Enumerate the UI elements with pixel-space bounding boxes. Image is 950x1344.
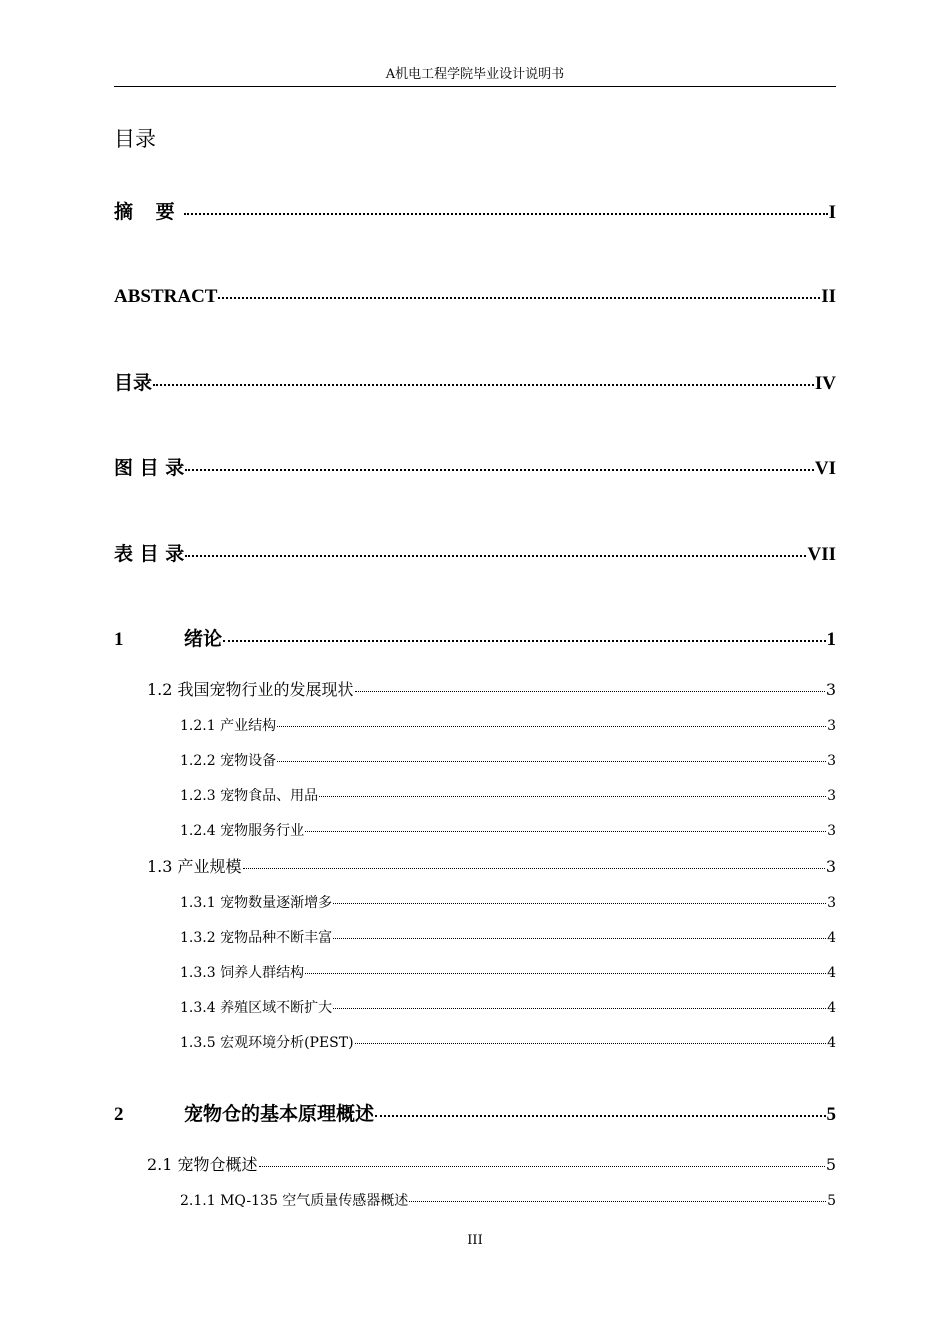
toc-entry-label: 图 目 录 — [114, 457, 185, 479]
dot-leader — [355, 691, 825, 692]
toc-entry-label: 1.3.3 饲养人群结构 — [180, 965, 305, 981]
toc-section-1-2-3[interactable] — [180, 785, 836, 807]
header-rule — [114, 86, 836, 87]
toc-section-1-3-4[interactable] — [180, 997, 836, 1019]
toc-entry-label: 2.1 宠物仓概述 — [147, 1155, 258, 1174]
toc-entry-label: 1.3.1 宠物数量逐渐增多 — [180, 895, 333, 911]
toc-entry-page: 4 — [827, 965, 836, 981]
toc-entry-page: 3 — [827, 788, 836, 804]
toc-entry-page: 3 — [825, 857, 836, 876]
dot-leader — [243, 868, 825, 869]
chapter-title: 绪论 — [184, 628, 223, 650]
toc-entry-page: 5 — [825, 1155, 836, 1174]
toc-entry-table-list[interactable] — [114, 540, 836, 569]
dot-leader — [319, 796, 826, 797]
toc-entry-label: 目录 — [114, 372, 153, 394]
dot-leader — [333, 1008, 826, 1009]
toc-entry-abstract-en[interactable] — [114, 283, 836, 311]
toc-section-1-2-1[interactable] — [180, 715, 836, 737]
toc-heading: 目录 — [114, 127, 156, 151]
dot-leader — [375, 1115, 825, 1117]
dot-leader — [223, 640, 825, 642]
page-number: III — [467, 1233, 483, 1248]
toc-entry-label: 1.2 我国宠物行业的发展现状 — [147, 680, 354, 699]
toc-entry-page: 3 — [827, 823, 836, 839]
toc-entry-label: 1.2.3 宠物食品、用品 — [180, 788, 319, 804]
dot-leader — [185, 555, 806, 557]
toc-entry-label: 表 目 录 — [114, 543, 185, 565]
toc-entry-page: 4 — [827, 1035, 836, 1051]
chapter-title: 宠物仓的基本原理概述 — [184, 1103, 375, 1125]
toc-entry-label: 摘 要 — [114, 201, 183, 223]
toc-section-1-2[interactable] — [147, 678, 836, 702]
toc-section-1-2-2[interactable] — [180, 750, 836, 772]
toc-entry-page: 4 — [827, 1000, 836, 1016]
toc-entry-page: 5 — [827, 1193, 836, 1209]
dot-leader — [259, 1166, 825, 1167]
toc-entry-label: 1.3.4 养殖区域不断扩大 — [180, 1000, 333, 1016]
toc-entry-label: 1.3.2 宠物品种不断丰富 — [180, 930, 333, 946]
toc-entry-page: I — [828, 202, 836, 223]
toc-entry-label: ABSTRACT — [114, 286, 218, 307]
toc-entry-label: 1.3 产业规模 — [147, 857, 242, 876]
dot-leader — [355, 1043, 827, 1044]
toc-entry-page: 3 — [827, 718, 836, 734]
toc-entry-label: 1.2.1 产业结构 — [180, 718, 277, 734]
toc-entry-label: 1.3.5 宏观环境分析(PEST) — [180, 1035, 354, 1051]
toc-entry-page: VI — [814, 458, 836, 479]
toc-entry-page: 3 — [825, 680, 836, 699]
dot-leader — [305, 831, 826, 832]
toc-entry-page: 5 — [826, 1104, 836, 1125]
toc-chapter-1[interactable] — [114, 625, 836, 654]
dot-leader — [409, 1201, 826, 1202]
toc-entry-figure-list[interactable] — [114, 454, 836, 483]
dot-leader — [185, 469, 814, 471]
chapter-number: 2 — [114, 1104, 124, 1125]
dot-leader — [184, 213, 828, 215]
toc-section-2-1-1[interactable] — [180, 1190, 836, 1212]
dot-leader — [305, 973, 826, 974]
toc-entry-page: 3 — [827, 753, 836, 769]
running-header: A机电工程学院毕业设计说明书 — [385, 67, 565, 82]
dot-leader — [277, 761, 826, 762]
dot-leader — [218, 297, 820, 299]
toc-entry-page: VII — [807, 544, 836, 565]
dot-leader — [153, 384, 814, 386]
toc-entry-label: 1.2.2 宠物设备 — [180, 753, 277, 769]
toc-entry-label: 1.2.4 宠物服务行业 — [180, 823, 305, 839]
toc-section-1-2-4[interactable] — [180, 820, 836, 842]
toc-entry-page: 4 — [827, 930, 836, 946]
toc-section-1-3-1[interactable] — [180, 892, 836, 914]
toc-section-1-3-3[interactable] — [180, 962, 836, 984]
dot-leader — [333, 938, 826, 939]
dot-leader — [333, 903, 826, 904]
toc-entry-label: 2.1.1 MQ-135 空气质量传感器概述 — [180, 1193, 409, 1209]
chapter-number: 1 — [114, 629, 124, 650]
toc-section-2-1[interactable] — [147, 1153, 836, 1177]
toc-entry-page: IV — [814, 373, 836, 394]
toc-chapter-2[interactable] — [114, 1100, 836, 1129]
toc-entry-page: 1 — [826, 629, 836, 650]
toc-entry-page: II — [821, 286, 836, 307]
toc-section-1-3-2[interactable] — [180, 927, 836, 949]
toc-section-1-3[interactable] — [147, 855, 836, 879]
toc-section-1-3-5[interactable] — [180, 1032, 836, 1054]
toc-entry-page: 3 — [827, 895, 836, 911]
toc-entry-contents[interactable] — [114, 369, 836, 398]
dot-leader — [277, 726, 826, 727]
toc-entry-abstract-cn[interactable] — [114, 198, 836, 227]
